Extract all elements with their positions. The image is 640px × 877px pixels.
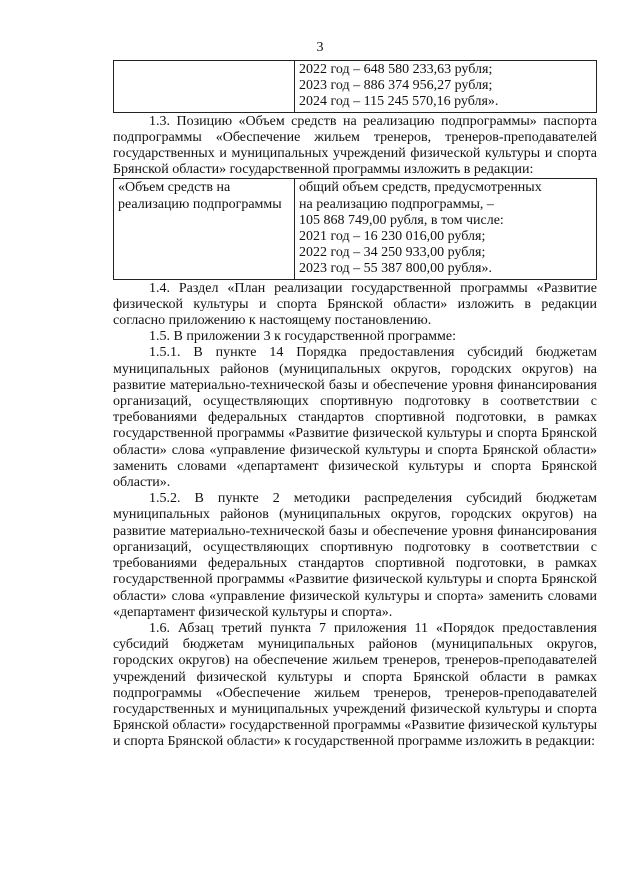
funding-line: 2022 год – 34 250 933,00 рубля; [299, 245, 486, 261]
funding-line: 105 868 749,00 рубля, в том числе: [299, 212, 504, 228]
funding-line: 2024 год – 115 245 570,16 рубля». [299, 94, 499, 110]
table-cell-label: «Объем средств на реализацию подпрограммы [114, 179, 295, 279]
subprogram-funding-table [113, 178, 597, 279]
paragraph-1-4: 1.4. Раздел «План реализации государственной программы «Развитие физической культуры и спорта Брянской области» изложить в редакции согласно приложению к настоящему постановлению. [113, 280, 597, 329]
funding-line: 2021 год – 16 230 016,00 рубля; [299, 229, 486, 245]
funding-line: 2023 год – 886 374 956,27 рубля; [299, 78, 493, 94]
funding-line: 2022 год – 648 580 233,63 рубля; [299, 62, 493, 77]
paragraph-1-5-1: 1.5.1. В пункте 14 Порядка предоставления субсидий бюджетам муниципальных районов (муниципальных округов, городских округов) на развитие материально-технической базы и обеспечение уровня финансирования организаций, осуществляющих спортивную подготовку в соответствии с требованиями федеральных стандартов спортивной подготовки, в рамках государственной программы «Развитие физической культуры и спорта Брянской области» слова «управление физической культуры и спорта Брянской области» заменить словами «департамент физической культуры и спорта Брянской области». [113, 345, 597, 491]
table-cell-values [295, 61, 597, 113]
table-row [114, 61, 597, 113]
funding-line: на реализацию подпрограммы, – [299, 196, 494, 212]
paragraph-1-5-2: 1.5.2. В пункте 2 методики распределения субсидий бюджетам муниципальных районов (муниципальных округов, городских округов) на развитие материально-технической базы и обеспечение уровня финансирования организаций, осуществляющих спортивную подготовку в соответствии с требованиями федеральных стандартов спортивной подготовки, в рамках государственной программы «Развитие физической культуры и спорта Брянской области» слова «управление физической культуры и спорта» заменить словами «департамент физической культуры и спорта». [113, 491, 597, 620]
paragraph-1-3: 1.3. Позицию «Объем средств на реализацию подпрограммы» паспорта подпрограммы «Обеспечение жильем тренеров, тренеров-преподавателей государственных и муниципальных учреждений физической культуры и спорта Брянской области» государственной программы изложить в редакции: [113, 113, 597, 178]
table-row [114, 179, 597, 279]
paragraph-1-6: 1.6. Абзац третий пункта 7 приложения 11 «Порядок предоставления субсидий бюджетам муниципальных районов (муниципальных округов, городских округов) на обеспечение жильем тренеров, тренеров-преподавателей учреждений физической культуры и спорта Брянской области в рамках подпрограммы «Обеспечение жильем тренеров, тренеров-преподавателей государственных и муниципальных учреждений физической культуры и спорта Брянской области» государственной программы «Развитие физической культуры и спорта Брянской области» к государственной программе изложить в редакции: [113, 620, 597, 750]
funding-line: общий объем средств, предусмотренных [299, 180, 542, 196]
page-number: 3 [316, 40, 324, 55]
paragraph-1-5: 1.5. В приложении 3 к государственной программе: [149, 329, 456, 345]
table-cell-label [114, 61, 295, 113]
document-body [113, 60, 597, 751]
funding-table-continuation [113, 60, 597, 113]
table-cell-values [295, 179, 597, 279]
funding-line: 2023 год – 55 387 800,00 рубля». [299, 261, 492, 277]
